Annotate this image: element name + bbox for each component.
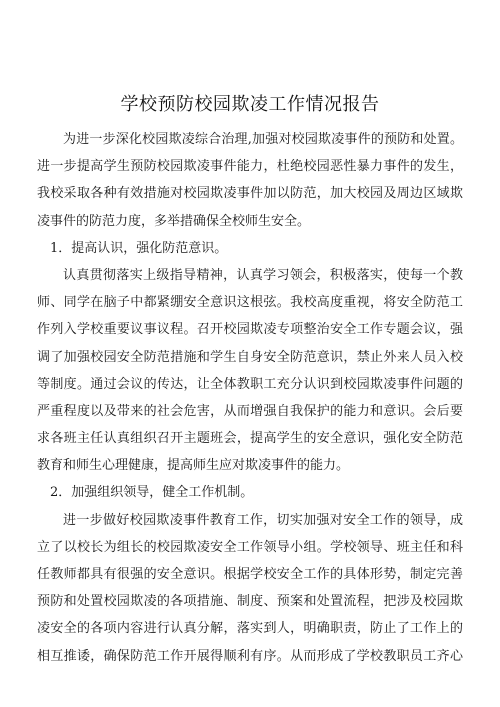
text-line: 任教师都具有很强的安全意识。根据学校安全工作的具体形势，制定完善 — [37, 567, 463, 582]
section-heading: 1．提高认识，强化防范意识。 — [50, 240, 228, 256]
text-line: 认真贯彻落实上级指导精神，认真学习领会，积极落实，使每一个教 — [63, 267, 463, 283]
text-line: 等制度。通过会议的传达，让全体教职工充分认识到校园欺凌事件问题的 — [37, 376, 463, 392]
text-line: 求各班主任认真组织召开主题班会，提高学生的安全意识，强化安全防范 — [37, 431, 463, 447]
section-heading: 2．加强组织领导，健全工作机制。 — [50, 485, 254, 501]
text-line: 凌安全的各项内容进行认真分解，落实到人，明确职责，防止了工作上的 — [37, 621, 463, 637]
text-line: 教育和师生心理健康，提高师生应对欺凌事件的能力。 — [37, 458, 350, 474]
text-line: 为进一步深化校园欺凌综合治理,加强对校园欺凌事件的预防和处置。 — [63, 132, 463, 147]
text-line: 师、同学在脑子中都紧绷安全意识这根弦。我校高度重视，将安全防范工 — [37, 295, 463, 311]
text-line: 凌事件的防范力度，多举措确保全校师生安全。 — [37, 213, 311, 229]
text-line: 严重程度以及带来的社会危害，从而增强自我保护的能力和意识。会后要 — [37, 403, 463, 419]
text-line: 进一步做好校园欺凌事件教育工作，切实加强对安全工作的领导，成 — [63, 512, 463, 528]
text-line: 作列入学校重要议事议程。召开校园欺凌专项整治安全工作专题会议，强 — [37, 322, 463, 338]
document-body — [37, 126, 463, 670]
text-line: 相互推诿，确保防范工作开展得顺利有序。从而形成了学校教职员工齐心 — [37, 648, 463, 664]
text-line: 立了以校长为组长的校园欺凌安全工作领导小组。学校领导、班主任和科 — [37, 539, 463, 555]
text-line: 进一步提高学生预防校园欺凌事件能力，杜绝校园恶性暴力事件的发生， — [37, 159, 463, 175]
text-line: 预防和处置校园欺凌的各项措施、制度、预案和处置流程，把涉及校园欺 — [37, 594, 463, 610]
text-line: 调了加强校园安全防范措施和学生自身安全防范意识，禁止外来人员入校 — [37, 349, 463, 365]
document-title: 学校预防校园欺凌工作情况报告 — [120, 94, 380, 115]
text-line: 我校采取各种有效措施对校园欺凌事件加以防范，加大校园及周边区域欺 — [37, 186, 463, 202]
